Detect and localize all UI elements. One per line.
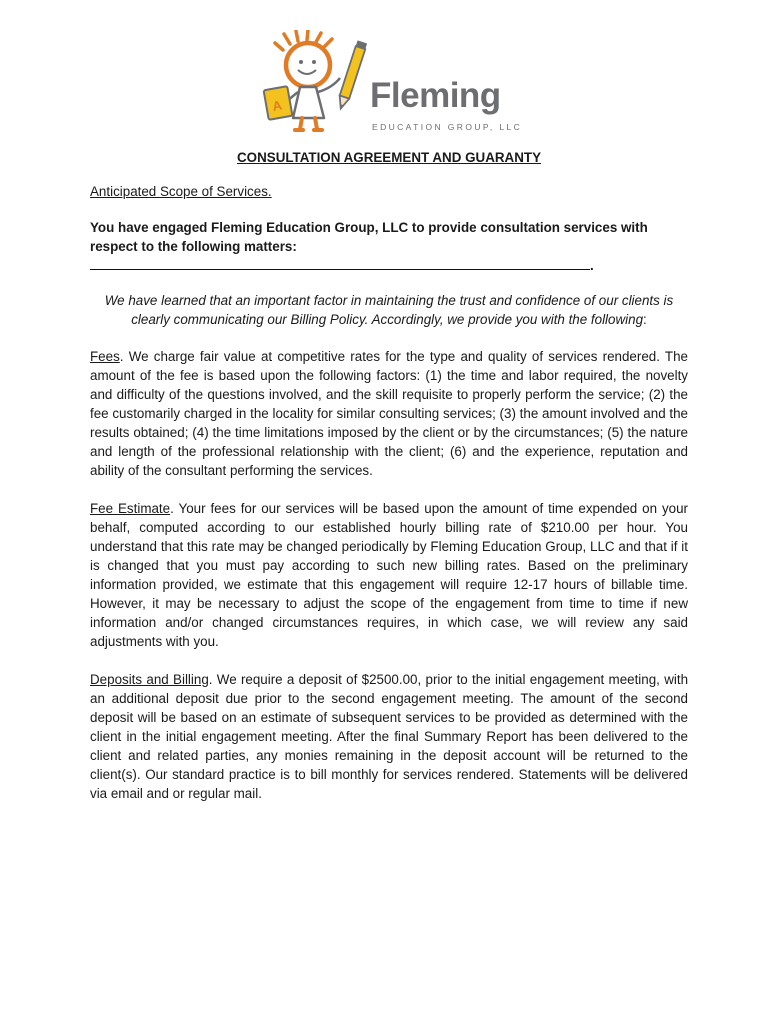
fee-estimate-section xyxy=(90,499,688,651)
svg-text:A: A xyxy=(271,97,284,114)
scope-heading-period: . xyxy=(267,184,272,199)
fee-estimate-text: . Your fees for our services will be based upon the amount of time expended on your behalf, computed according to our established hourly billing rate of $210.00 per hour. You understand that this rate may be changed periodically by Fleming Education Group, LLC and that if it is changed that you must pay according to such new billing rates. Based on the preliminary information provided, we estimate that this engagement will require 12-17 hours of billable time. However, it may be necessary to adjust the scope of the engagement from time to time if new information and/or changed circumstances requires, in which case, we will review any said adjustments with you. xyxy=(90,501,688,649)
deposits-billing-section xyxy=(90,670,688,803)
intro-text: We have learned that an important factor in maintaining the trust and confidence of our clients is clearly communicating our Billing Policy. Accordingly, we provide you with the following xyxy=(104,293,674,327)
engagement-text: You have engaged Fleming Education Group, LLC to provide consultation services with respect to the following matters: xyxy=(90,220,648,254)
deposits-text: . We require a deposit of $2500.00, prior to the initial engagement meeting, with an additional deposit due prior to the second engagement meeting. The amount of the second deposit will be based on an estimate of subsequent services to be provided as determined with the client in the initial engagement meeting. After the final Summary Report has been delivered to the client and related parties, any monies remaining in the deposit account will be returned to the client(s). Our standard practice is to bill monthly for services rendered. Statements will be delivered via email and or regular mail. xyxy=(90,672,689,801)
billing-policy-intro xyxy=(90,291,688,329)
engagement-statement xyxy=(90,218,688,275)
agreement-body xyxy=(90,148,688,803)
mascot-icon xyxy=(248,30,373,134)
fees-section xyxy=(90,347,688,480)
logo-wordmark: Fleming xyxy=(370,76,501,115)
fleming-logo xyxy=(248,30,523,134)
intro-colon: : xyxy=(643,312,647,327)
fees-heading: Fees xyxy=(90,349,120,364)
scope-heading xyxy=(90,182,688,201)
deposits-heading: Deposits and Billing xyxy=(90,672,209,687)
fees-text: . We charge fair value at competitive rates for the type and quality of services rendered. The amount of the fee is based upon the following factors: (1) the time and labor required, the novelty and difficulty of the questions involved, and the skill requisite to properly perform the service; (2) the fee customarily charged in the locality for similar consulting services; (3) the amount involved and the results obtained; (4) the time limitations imposed by the client or by the circumstances; (5) the nature and length of the professional relationship with the client; (6) and the experience, reputation and ability of the consultant performing the services. xyxy=(90,349,688,478)
blank-terminator: . xyxy=(590,258,594,273)
scope-heading-text: Anticipated Scope of Services xyxy=(90,184,268,199)
document-title: CONSULTATION AGREEMENT AND GUARANTY xyxy=(237,150,541,165)
logo-subtitle: EDUCATION GROUP, LLC xyxy=(372,122,523,132)
fee-estimate-heading: Fee Estimate xyxy=(90,501,171,516)
matters-blank-field[interactable] xyxy=(90,257,590,270)
